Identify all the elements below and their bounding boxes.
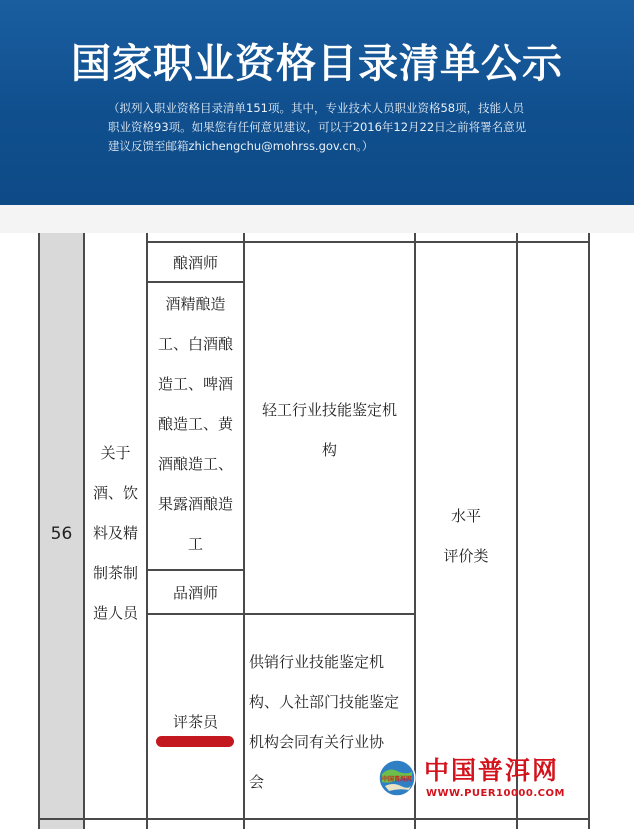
table-border-col5 (516, 233, 518, 829)
table-border-col3 (243, 233, 245, 829)
agency-line: 机构会同有关行业协 (249, 733, 385, 751)
agency-line: 构 (321, 441, 337, 459)
evaluation-line: 水平 (450, 507, 481, 525)
occupation-line: 工、白酒酿 (157, 335, 233, 353)
watermark-title: 中国普洱网 (424, 756, 560, 785)
red-underline-highlight (156, 736, 234, 747)
category-line: 造人员 (92, 604, 138, 622)
occupation-tea-evaluator: 评茶员 (172, 713, 218, 731)
evaluation-line: 评价类 (443, 547, 489, 565)
agency-line: 构、人社部门技能鉴定 (249, 693, 400, 711)
category-line: 制茶制 (92, 564, 138, 582)
table-bottom-rule (38, 818, 590, 820)
evaluation-type (416, 496, 516, 576)
rule-after-brewer (146, 281, 245, 283)
rule-after-taster (146, 613, 416, 615)
logo-text: 中国普洱网 (381, 776, 413, 783)
category-line: 关于 (100, 444, 131, 462)
occupation-brewer: 酿酒师 (172, 254, 218, 272)
globe-logo-icon (377, 758, 417, 798)
occupation-line: 酒精酿造 (165, 295, 226, 313)
agency-line: 会 (249, 773, 265, 791)
row-number: 56 (50, 524, 73, 544)
table-top-rule (146, 241, 589, 243)
occupation-workers (148, 284, 243, 564)
category-cell (85, 433, 146, 633)
occupation-line: 果露酒酿造 (157, 495, 233, 513)
agency-light-industry (245, 390, 414, 470)
banner-note: （拟列入职业资格目录清单151项。其中，专业技术人员职业资格58项，技能人员职业资格93项。如果您有任何意见建议，可以于2016年12月22日之前将署名意见建议反馈至邮箱zhichengchu@mohrss.gov.cn。） (108, 101, 527, 153)
category-line: 料及精 (92, 524, 138, 542)
category-line: 酒、饮 (92, 484, 138, 502)
occupation-taster: 品酒师 (172, 584, 218, 602)
occupation-line: 酿造工、黄 (157, 415, 233, 433)
banner-title: 国家职业资格目录清单公示 (71, 41, 563, 87)
agency-line: 轻工行业技能鉴定机 (261, 401, 397, 419)
watermark-url: WWW.PUER10000.COM (426, 788, 565, 799)
occupation-line: 酒酿造工、 (157, 455, 233, 473)
table-border-right (588, 233, 590, 829)
rule-after-workers (146, 569, 245, 571)
occupation-line: 造工、啤酒 (157, 375, 233, 393)
occupation-line: 工 (187, 535, 203, 553)
agency-line: 供销行业技能鉴定机 (249, 653, 385, 671)
separator-gap (0, 205, 634, 233)
header-banner (0, 0, 634, 205)
